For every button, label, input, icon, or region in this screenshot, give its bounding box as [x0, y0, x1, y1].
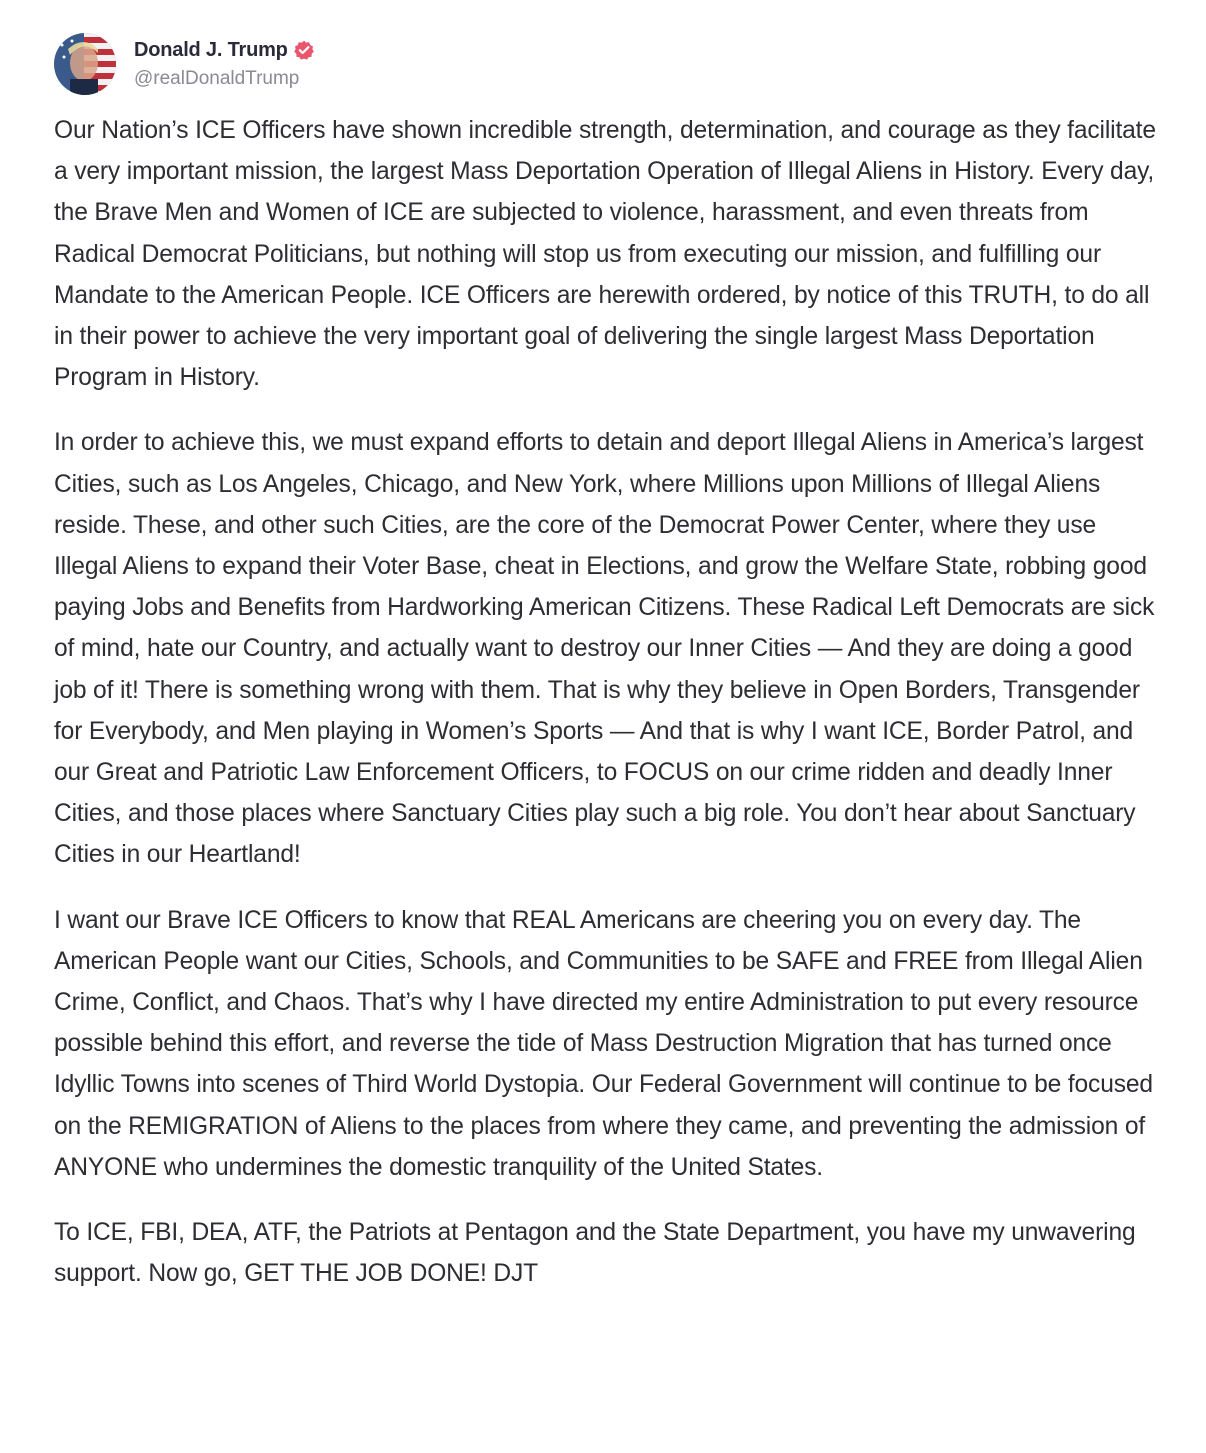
post-paragraph: In order to achieve this, we must expand efforts to detain and deport Illegal Aliens in America’s largest Cities, such as Los Angeles, Chicago, and New York, where Millions upon Millions of Illegal Aliens reside. These, and other such Cities, are the core of the Democrat Power Center, where they use Illegal Aliens to expand their Voter Base, cheat in Elections, and grow the Welfare State, robbing good paying Jobs and Benefits from Hardworking American Citizens. These Radical Left Democrats are sick of mind, hate our Country, and actually want to destroy our Inner Cities — And they are doing a good job of it! There is something wrong with them. That is why they believe in Open Borders, Transgender for Everybody, and Men playing in Women’s Sports — And that is why I want ICE, Border Patrol, and our Great and Patriotic Law Enforcement Officers, to FOCUS on our crime ridden and deadly Inner Cities, and those places where Sanctuary Cities play such a big role. You don’t hear about Sanctuary Cities in our Heartland!	[54, 429, 1155, 869]
avatar[interactable]	[54, 33, 116, 95]
verified-badge-icon	[294, 40, 314, 60]
post-paragraph: To ICE, FBI, DEA, ATF, the Patriots at Pentagon and the State Department, you have my unwavering support. Now go, GET THE JOB DONE! DJT	[54, 1219, 1136, 1288]
post-paragraph: I want our Brave ICE Officers to know that REAL Americans are cheering you on every day. The American People want our Cities, Schools, and Communities to be SAFE and FREE from Illegal Alien Crime, Conflict, and Chaos. That’s why I have directed my entire Administration to put every resource possible behind this effort, and reverse the tide of Mass Destruction Migration that has turned once Idyllic Towns into scenes of Third World Dystopia. Our Federal Government will continue to be focused on the REMIGRATION of Aliens to the places from where they came, and preventing the admission of ANYONE who undermines the domestic tranquility of the United States.	[54, 906, 1153, 1181]
post-body	[54, 110, 1160, 1294]
avatar-image	[54, 33, 116, 95]
handle[interactable]: @realDonaldTrump	[134, 67, 300, 89]
post-paragraph: Our Nation’s ICE Officers have shown incredible strength, determination, and courage as they facilitate a very important mission, the largest Mass Deportation Operation of Illegal Aliens in History. Every day, the Brave Men and Women of ICE are subjected to violence, harassment, and even threats from Radical Democrat Politicians, but nothing will stop us from executing our mission, and fulfilling our Mandate to the American People. ICE Officers are herewith ordered, by notice of this TRUTH, to do all in their power to achieve the very important goal of delivering the single largest Mass Deportation Program in History.	[54, 117, 1156, 392]
author-info	[134, 39, 314, 90]
post-header	[54, 30, 1160, 98]
display-name[interactable]: Donald J. Trump	[134, 38, 288, 61]
name-row	[134, 39, 314, 62]
